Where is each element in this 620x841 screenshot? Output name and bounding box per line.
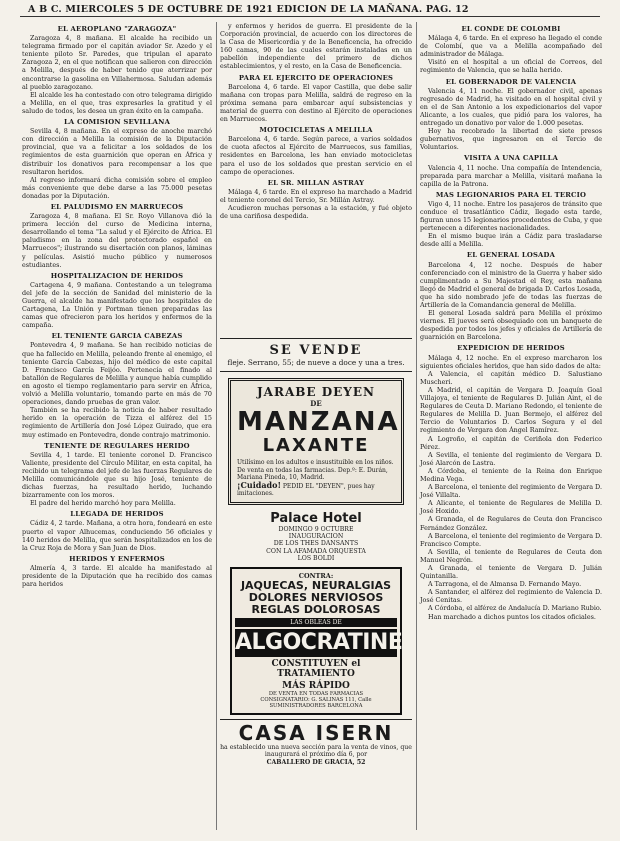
article-heading: EL PALUDISMO EN MARRUECOS — [50, 202, 184, 211]
article-paragraph: Sevilla 4, 1 tarde. El teniente coronel D. Francisco Valiente, presidente del Círculo Militar, en esta capital, ha recibido un telegrama del jefe de las fuerzas Regulares de Melilla comunicándole que su hijo José, teniente de dichas fuerzas, ha resultado herido, luchando bizarramente con los moros. — [22, 450, 212, 500]
article-paragraph: A Sevilla, el teniente del regimiento de Vergara D. José Alarcón de Lastra. — [420, 450, 602, 467]
article-paragraph: Valencia 4, 11 noche. El gobernador civil, apenas regresado de Madrid, ha visitado en el hospital civil y en el de San Antonio a los expedicionarios del vapor Alicante, a los cuales, que pidió para los valores, ha entregado un donativo por valor de 1.000 pesetas. — [420, 86, 602, 128]
article-paragraph: A Santander, el alférez del regimiento de Valencia D. José Cenitas. — [420, 588, 602, 605]
page-header — [20, 3, 600, 17]
ad-sale-text: fleje. Serrano, 55; de nueve a doce y una a tres. — [227, 358, 405, 367]
article-paragraph: Pontevedra 4, 9 mañana. Se han recibido noticias de que ha fallecido en Melilla, peleando frente al enemigo, el teniente García Cabezas, hijo del médico de este capital D. Francisco García Feijóo. Pertenecía el finado al batallón de Regulares de Melilla y aunque había cumplido en agosto el tiempo reglamentario para servir en África, volvió a Melilla voluntario, tomando parte en más de 70 operaciones, dando pruebas de gran valor. — [22, 341, 212, 407]
ad-sale-title: SE VENDE — [269, 343, 363, 358]
ad-algo-contra: CONTRA: — [298, 571, 334, 580]
article-heading: MAS LEGIONARIOS PARA EL TERCIO — [435, 190, 587, 199]
ad-algo-rapido: MÁS RÁPIDO — [282, 680, 350, 691]
article-paragraph: Hoy ha recobrado la libertad de siete presos gubernativos, que ingresaron en el Tercio de Voluntarios. — [420, 127, 602, 152]
ad-jarabe-pedid: PEDID EL "DEYEN", pues hay imitaciones. — [237, 482, 375, 497]
column-rule — [416, 22, 417, 830]
article-heading: EL CONDE DE COLOMBI — [461, 25, 561, 33]
ad-algo-line: JAQUECAS, NEURALGIAS — [240, 578, 392, 592]
article-heading: EXPEDICION DE HERIDOS — [457, 344, 565, 353]
ad-isern-body: ha establecido una nueva sección para la venta de vinos, que inaugurará el próximo día 6, por — [220, 743, 412, 759]
article-paragraph: A Valencia, el capitán médico D. Salustiano Muscheri. — [420, 369, 602, 386]
article-paragraph: Almería 4, 3 tarde. El alcalde ha manifestado al presidente de la Diputación que ha recibido dos camas para heridos — [22, 563, 212, 589]
column-2 — [220, 22, 412, 220]
article-paragraph: También se ha recibido la noticia de haber resultado herido en la operación de Tizza el alférez del 15 regimiento de Artillería don José López Guirado, que era muy estimado en Pontevedra, donde contrajo matrimonio. — [22, 406, 212, 439]
article-heading: MOTOCICLETAS A MELILLA — [259, 126, 373, 135]
article-paragraph: Málaga 4, 6 tarde. En el expreso ha marchado a Madrid el teniente coronel del Tercio, Sr. Millán Astray. — [220, 187, 412, 204]
article-paragraph: A Tarragona, el de Almansa D. Fernando Mayo. — [428, 580, 582, 589]
article-paragraph: Málaga 4, 12 noche. En el expreso marcharon los siguientes oficiales heridos, que han sido dados de alta: — [420, 353, 602, 370]
article-paragraph: A Granada, el de Regulares de Ceuta don Francisco Fernández González. — [420, 515, 602, 532]
header-left: A B C. MIERCOLES 5 DE OCTUBRE DE 1921 EDICION DE LA MAÑANA. PAG. 12 — [28, 4, 469, 15]
article-paragraph: Al regreso informará dicha comisión sobre el empleo más conveniente que debe darse a las 75.000 pesetas donadas por la Diputación. — [22, 175, 212, 200]
article-heading: EL SR. MILLAN ASTRAY — [267, 178, 365, 187]
ad-algo-line: DOLORES NERVIOSOS — [248, 590, 384, 604]
article-heading: TENIENTE DE REGULARES HERIDO — [44, 441, 190, 450]
article-paragraph: Sevilla 4, 8 mañana. En el expreso de anoche marchó con dirección a Melilla la comisión de la Diputación provincial, que va a felicitar a los soldados de los regimientos de esta guarnición que operan en África y distribuir los donativos para recompensar a los que resultaron heridos. — [22, 127, 212, 176]
ad-palace-title: Palace Hotel — [270, 510, 362, 526]
column-rule — [216, 22, 217, 830]
article-paragraph: A Barcelona, el teniente del regimiento de Vergara D. José Villalta. — [420, 483, 602, 500]
ad-isern-title: CASA ISERN — [238, 720, 394, 745]
column-3 — [420, 22, 602, 621]
article-paragraph: El general Losada saldrá para Melilla el próximo viernes. El jueves será obsequiado con un banquete de despedida por todos los jefes y oficiales de Artillería de guarnición en Barcelona. — [420, 309, 602, 342]
article-paragraph: Valencia 4, 11 noche. Una compañía de Intendencia, preparada para marchar a Melilla, visitará mañana la capilla de la Patrona. — [420, 163, 602, 188]
ad-casa-isern — [220, 719, 412, 766]
ad-jarabe-brand: JARABE DEYEN — [257, 385, 375, 399]
ad-palace-line: CON LA AFAMADA ORQUESTA — [266, 547, 366, 555]
advertisements — [220, 338, 412, 766]
article-paragraph: A Córdoba, el teniente de la Reina don Enrique Medina Vega. — [420, 466, 602, 483]
ad-algo-venta: DE VENTA EN TODAS FARMACIAS — [268, 690, 364, 697]
article-paragraph: A Madrid, el capitán de Vergara D. Joaquín Goal Villajoya, el teniente de Regulares D. Julián Aint, el de Regulares de Ceuta D. Mariano Redondo, el teniente de Regulares de Melilla D. Juan Bermejo, el alférez del Tercio de Voluntarios D. Carlos Segura y el del regimiento de Vergara don Ángel Ramírez. — [420, 385, 602, 435]
ad-palace-line: LOS BOLDI — [297, 555, 335, 563]
article-paragraph: Barcelona 4, 6 tarde. Según parece, a varios soldados de cuota afectos al Ejército de Marruecos, sus familias, residentes en Barcelona, les han enviado motocicletas para el uso de los soldados que prestan servicio en el campo de operaciones. — [220, 135, 412, 176]
ad-jarabe-cuidado: ¡Cuidado! — [237, 479, 281, 490]
ad-algo-line: REGLAS DOLOROSAS — [251, 602, 381, 616]
article-paragraph: Visitó en el hospital a un oficial de Correos, del regimiento de Valencia, que se halla herido. — [420, 58, 602, 75]
article-paragraph: Acudieron muchas personas a la estación, y fué objeto de una cariñosa despedida. — [220, 203, 412, 221]
article-paragraph: Cartagena 4, 9 mañana. Contestando a un telegrama del jefe de la sección de Sanidad del ministerio de la Guerra, el alcalde ha manifestado que los hospitales de Cartagena, La Unión y Portman tienen preparadas las camas que ofrecieron para los heridos y enfermos de la campaña. — [22, 280, 212, 330]
column-1 — [22, 22, 212, 588]
article-heading: VISITA A UNA CAPILLA — [463, 154, 559, 163]
article-paragraph: A Barcelona, el teniente del regimiento de Vergara D. Francisco Compte. — [420, 531, 602, 548]
article-paragraph: Vigo 4, 11 noche. Entre los pasajeros de tránsito que conduce el trasatlántico Cádiz, llegado esta tarde, figuran unos 15 legionarios procedentes de Cuba, y que pertenecen a diferentes nacionalidades. — [420, 199, 602, 233]
article-paragraph: Málaga 4, 6 tarde. En el expreso ha llegado el conde de Colombí, que va a Melilla acompañado del administrador de Málaga. — [420, 34, 602, 59]
article-heading: EL TENIENTE GARCIA CABEZAS — [51, 332, 183, 341]
article-heading: EL GENERAL LOSADA — [466, 251, 556, 260]
article-paragraph: El alcalde les ha contestado con otro telegrama dirigido a Melilla, en el que, tras expresarles la gratitud y el saludo de todos, les desea un gran éxito en la campaña. — [22, 90, 212, 115]
article-heading: HOSPITALIZACION DE HERIDOS — [50, 271, 184, 280]
ad-jarabe-laxante: LAXANTE — [262, 435, 370, 456]
ad-algo-addr: CONSIGNATARIO: G. SALINAS 111, Calle SUMINISTRADORES BARCELONA — [260, 696, 372, 710]
article-paragraph: A Córdoba, el alférez de Andalucía D. Mariano Rubio. — [428, 604, 602, 613]
ad-se-vende — [220, 338, 412, 372]
article-paragraph: A Alicante, el teniente de Regulares de Melilla D. José Hoxido. — [420, 499, 602, 516]
ad-jarabe-de: DE — [310, 399, 322, 408]
article-paragraph: A Sevilla, el teniente de Regulares de Ceuta don Manuel Negrón. — [420, 547, 602, 564]
article-paragraph: Zaragoza 4, 8 mañana. El Sr. Royo Villanova dió la primera lección del curso de Medicina interna, desarrollando el tema "La salud y el Ejército de África. El paludismo en la zona del protectorado español en Marruecos"; ilustrando su disertación con planos, láminas y películas. Asistió mucho público y numerosos estudiantes. — [22, 212, 212, 269]
ad-palace-line: INAUGURACION — [288, 532, 344, 540]
article-heading: LLEGADA DE HERIDOS — [70, 510, 164, 519]
article-heading: HERIDOS Y ENFERMOS — [69, 554, 165, 563]
article-paragraph: A Granada, el teniente de Vergara D. Julián Quintanilla. — [420, 564, 602, 581]
article-heading: PARA EL EJERCITO DE OPERACIONES — [238, 73, 394, 82]
article-paragraph: Barcelona 4, 12 noche. Después de haber conferenciado con el ministro de la Guerra y haber sido cumplimentado a Su Majestad el Rey, esta mañana llegó de Madrid el general de brigada D. Carlos Losada, que ha sido nombrado jefe de todas las fuerzas de Artillería de la Comandancia general de Melilla. — [420, 260, 602, 309]
ad-algocratine — [230, 567, 402, 715]
ad-palace-date: DOMINGO 9 OCTUBRE — [278, 525, 354, 533]
ad-jarabe-text: Utilísimo en los adultos e insustituible en los niños. De venta en todas las farmacias. Dep.º: E. Durán, Mariana Pineda, 10, Madrid. — [237, 459, 394, 481]
article-heading: EL AEROPLANO "ZARAGOZA" — [57, 25, 177, 33]
article-heading: LA COMISION SEVILLANA — [63, 118, 171, 127]
article-paragraph: El padre del herido marchó hoy para Melilla. — [30, 499, 176, 508]
article-paragraph: En el mismo buque irán a Cádiz para trasladarse desde allí a Melilla. — [420, 232, 602, 249]
ad-isern-addr: CABALLERO DE GRACIA, 52 — [266, 758, 366, 766]
ad-algo-const: CONSTITUYEN el TRATAMIENTO — [271, 658, 361, 679]
ad-jarabe-deyen — [228, 378, 404, 505]
article-paragraph: Zaragoza 4, 8 mañana. El alcalde ha recibido un telegrama firmado por el capitán aviador Sr. Azedo y el teniente piloto Sr. Paredes, que tripulan el aparato Zaragoza 2, en el que notifican que salieron con dirección a Melilla, después de haber tenido que aterrizar por encontrarse la gasolina en Villahermosa. Saludan además al pueblo zaragozano. — [22, 34, 212, 91]
article-paragraph: y enfermos y heridos de guerra. El presidente de la Corporación provincial, de acuerdo con los directores de la Casa de Misericordia y de la Beneficencia, ha ofrecido 160 camas, 90 de las cuales estarán instaladas en un pabellón independiente del primero de dichos establecimientos, y el resto, en la Casa de Beneficencia. — [220, 22, 412, 71]
article-paragraph: Barcelona 4, 6 tarde. El vapor Castilla, que debe salir mañana con tropas para Melilla, saldrá de regreso en la próxima semana para embarcar aquí subsistencias y material de guerra con destino al Ejército de operaciones en Marruecos. — [220, 82, 412, 124]
article-heading: EL GOBERNADOR DE VALENCIA — [445, 77, 577, 86]
article-paragraph: Han marchado a dichos puntos los citados oficiales. — [428, 612, 596, 621]
ad-jarabe-manzana: MANZANA — [237, 407, 400, 437]
ad-algo-logo: ALGOCRATINE — [235, 629, 403, 655]
ad-algo-las: LAS OBLEAS DE — [235, 618, 397, 627]
article-paragraph: A Logroño, el capitán de Ceriñola don Federico Pérez. — [420, 434, 602, 451]
ad-palace-hotel — [220, 511, 412, 563]
ad-palace-line: DE LOS THES DANSANTS — [273, 540, 359, 548]
article-paragraph: Cádiz 4, 2 tarde. Mañana, a otra hora, fondeará en este puerto el vapor Alhucemas, conduciendo 56 oficiales y 140 heridos de Melilla, que serán hospitalizados en los de la Cruz Roja de Mora y San Juan de Dios. — [22, 519, 212, 552]
ad-jarabe-body — [237, 459, 395, 498]
